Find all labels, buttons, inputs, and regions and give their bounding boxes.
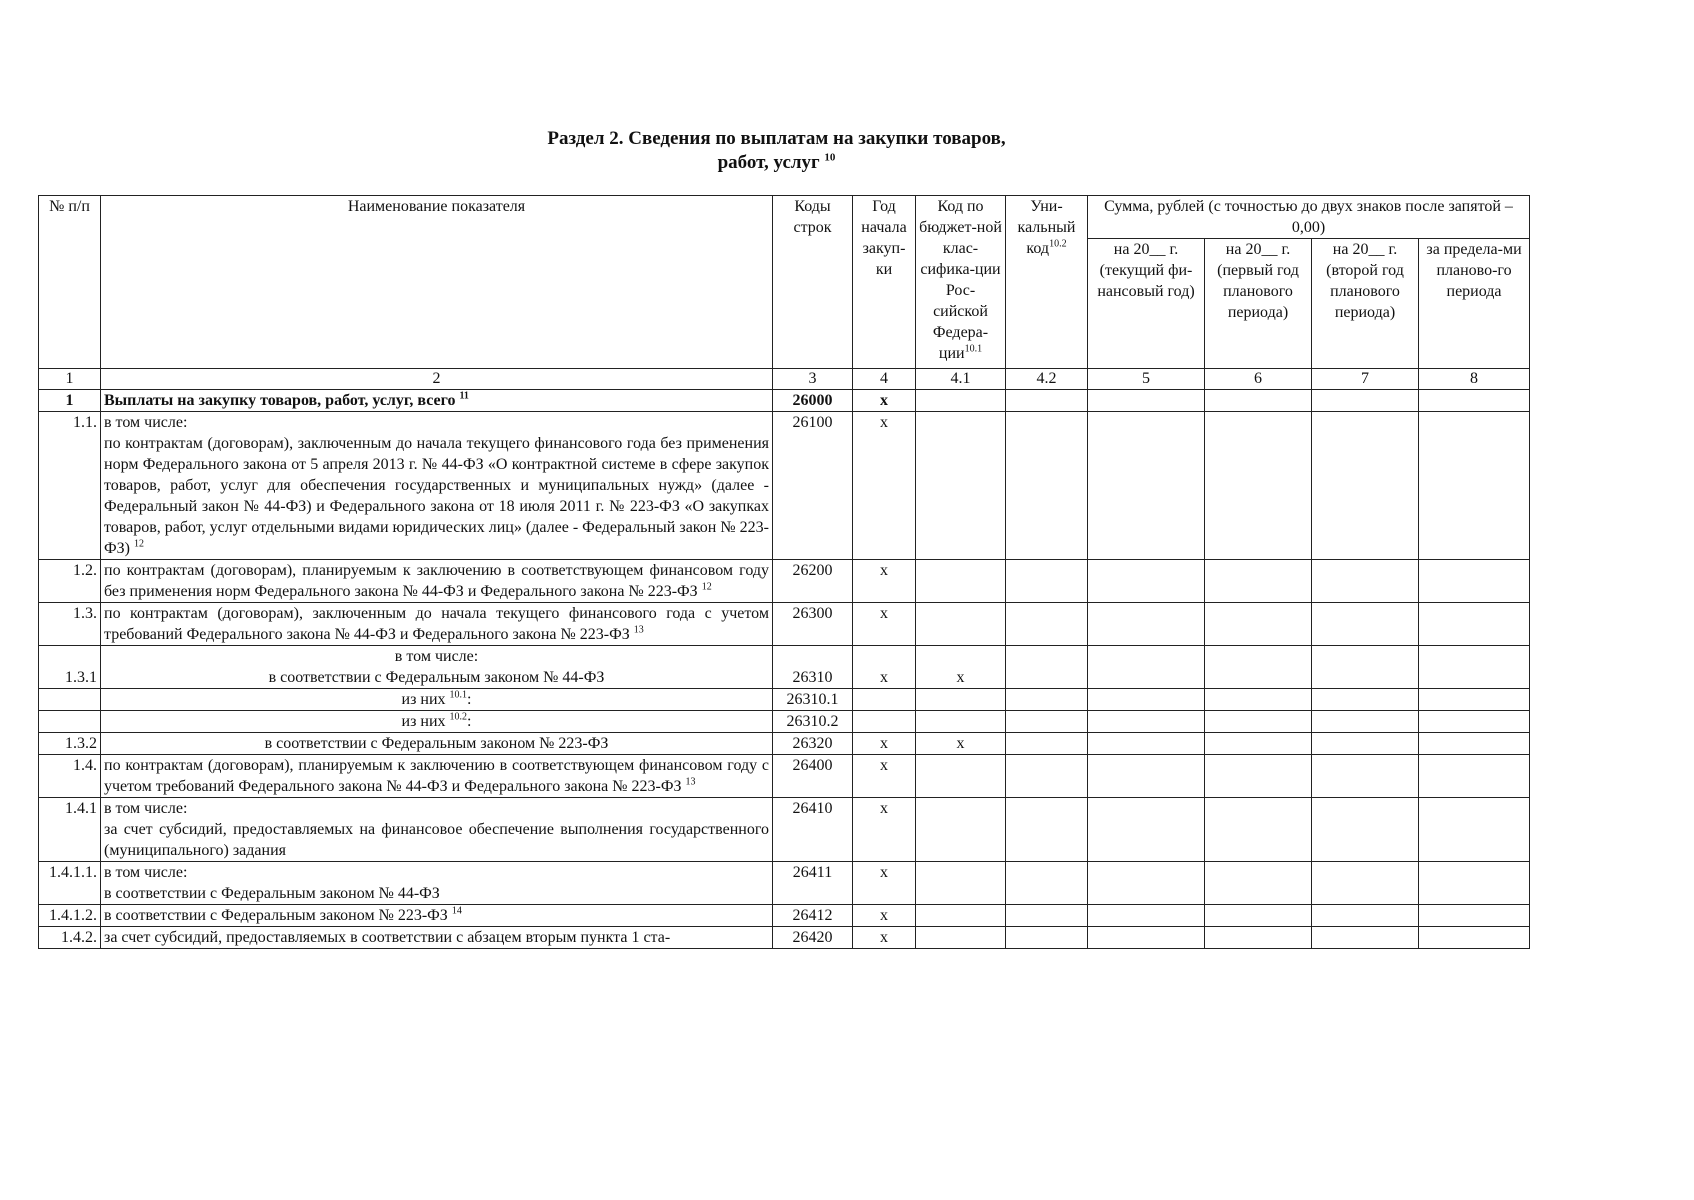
row-name [101, 755, 773, 798]
table-row [39, 755, 1530, 798]
column-index: 4 [853, 369, 916, 390]
row-name-text: в соответствии с Федеральным законом № 44-ФЗ [104, 885, 440, 902]
cell-unique [1006, 560, 1088, 603]
cell-sum [1088, 560, 1205, 603]
cell-sum [1312, 412, 1419, 560]
column-index: 1 [39, 369, 101, 390]
header-budget-code-text: Код по бюджет-ной клас-сифика-ции Рос-сийской Федера-ции [919, 198, 1002, 362]
cell-sum [1419, 798, 1530, 862]
footnote-ref: 12 [701, 581, 712, 593]
row-name [101, 603, 773, 646]
row-code: 26200 [773, 560, 853, 603]
row-code: 26310 [773, 646, 853, 689]
footnote-ref: 10 [824, 151, 836, 164]
row-code: 26400 [773, 755, 853, 798]
cell-sum [1088, 646, 1205, 689]
row-code: 26310.2 [773, 711, 853, 733]
footnote-ref: 10.1 [449, 689, 468, 701]
cell-sum [1312, 390, 1419, 412]
cell-sum [1419, 646, 1530, 689]
cell-sum [1205, 390, 1312, 412]
row-kbk [916, 560, 1006, 603]
column-index: 6 [1205, 369, 1312, 390]
cell-unique [1006, 862, 1088, 905]
cell-sum [1088, 905, 1205, 927]
row-number [39, 689, 101, 711]
row-number: 1.4.1.2. [39, 905, 101, 927]
cell-unique [1006, 755, 1088, 798]
row-code: 26300 [773, 603, 853, 646]
cell-sum [1088, 755, 1205, 798]
table-row [39, 733, 1530, 755]
header-code: Коды строк [773, 196, 853, 369]
row-kbk [916, 798, 1006, 862]
row-kbk [916, 689, 1006, 711]
footnote-ref: 12 [133, 538, 144, 550]
row-code: 26310.1 [773, 689, 853, 711]
row-kbk [916, 927, 1006, 949]
table-row [39, 862, 1530, 905]
row-kbk [916, 862, 1006, 905]
cell-sum [1312, 689, 1419, 711]
header-second-plan-year: на 20__ г. (второй год планового периода) [1312, 239, 1419, 369]
cell-sum [1419, 862, 1530, 905]
cell-sum [1312, 646, 1419, 689]
cell-unique [1006, 927, 1088, 949]
section-title-line1: Раздел 2. Сведения по выплатам на закупки товаров, [547, 128, 1006, 149]
cell-sum [1088, 862, 1205, 905]
row-name [101, 711, 773, 733]
cell-sum [1419, 755, 1530, 798]
cell-sum [1312, 603, 1419, 646]
cell-unique [1006, 711, 1088, 733]
row-name-lead: в том числе: [104, 864, 188, 881]
cell-sum [1205, 927, 1312, 949]
cell-unique [1006, 905, 1088, 927]
row-kbk: х [916, 733, 1006, 755]
row-year: х [853, 646, 916, 689]
row-name [101, 862, 773, 905]
column-index: 4.2 [1006, 369, 1088, 390]
row-name [101, 646, 773, 689]
table-row [39, 798, 1530, 862]
section-title-second [0, 151, 1553, 175]
column-index: 4.1 [916, 369, 1006, 390]
table-row [39, 560, 1530, 603]
row-name-text: Выплаты на закупку товаров, работ, услуг, всего [104, 392, 456, 409]
row-name-text: за счет субсидий, предоставляемых на финансовое обеспечение выполнения государственного (муниципального) задания [104, 821, 769, 859]
row-name-text: по контрактам (договорам), заключенным до начала текущего финансового года с учетом требований Федерального закона № 44-ФЗ и Федерального закона № 223-ФЗ [104, 605, 769, 643]
cell-unique [1006, 798, 1088, 862]
cell-unique [1006, 689, 1088, 711]
row-number: 1.4.1.1. [39, 862, 101, 905]
cell-unique [1006, 390, 1088, 412]
cell-sum [1312, 862, 1419, 905]
cell-sum [1088, 412, 1205, 560]
row-kbk [916, 905, 1006, 927]
cell-sum [1205, 862, 1312, 905]
row-code: 26420 [773, 927, 853, 949]
header-current-year: на 20__ г. (текущий фи-нансовый год) [1088, 239, 1205, 369]
row-name [101, 390, 773, 412]
row-year: х [853, 905, 916, 927]
cell-sum [1205, 733, 1312, 755]
table-row [39, 603, 1530, 646]
cell-sum [1419, 412, 1530, 560]
row-name-text: из них [401, 713, 446, 730]
cell-sum [1088, 927, 1205, 949]
cell-sum [1312, 927, 1419, 949]
header-budget-code [916, 196, 1006, 369]
row-name [101, 689, 773, 711]
table-row [39, 689, 1530, 711]
cell-sum [1419, 603, 1530, 646]
cell-sum [1419, 560, 1530, 603]
cell-unique [1006, 646, 1088, 689]
row-code: 26411 [773, 862, 853, 905]
column-index: 5 [1088, 369, 1205, 390]
cell-sum [1312, 711, 1419, 733]
cell-unique [1006, 733, 1088, 755]
row-number: 1.3.2 [39, 733, 101, 755]
row-code: 26320 [773, 733, 853, 755]
row-kbk [916, 711, 1006, 733]
row-kbk [916, 412, 1006, 560]
row-year [853, 689, 916, 711]
cell-sum [1419, 927, 1530, 949]
cell-sum [1205, 603, 1312, 646]
row-name-lead: в том числе: [104, 800, 188, 817]
header-beyond-plan: за предела-ми планово-го периода [1419, 239, 1530, 369]
table-row [39, 905, 1530, 927]
payments-table [38, 195, 1530, 949]
row-year: х [853, 412, 916, 560]
cell-sum [1419, 711, 1530, 733]
row-year: х [853, 798, 916, 862]
row-name [101, 412, 773, 560]
table-row [39, 927, 1530, 949]
row-kbk [916, 755, 1006, 798]
row-name-text: в соответствии с Федеральным законом № 223-ФЗ [104, 907, 448, 924]
row-code: 26000 [773, 390, 853, 412]
cell-sum [1205, 905, 1312, 927]
row-name [101, 560, 773, 603]
row-name-lead: в том числе: [104, 414, 188, 431]
cell-sum [1205, 560, 1312, 603]
row-number: 1.4.2. [39, 927, 101, 949]
row-number: 1.4. [39, 755, 101, 798]
cell-sum [1088, 603, 1205, 646]
table-row [39, 646, 1530, 689]
row-year [853, 711, 916, 733]
cell-sum [1419, 390, 1530, 412]
footnote-ref: 10.2 [449, 711, 468, 723]
header-sum: Сумма, рублей (с точностью до двух знаков после запятой – 0,00) [1088, 196, 1530, 239]
row-number: 1.3. [39, 603, 101, 646]
row-code: 26410 [773, 798, 853, 862]
header-first-plan-year: на 20__ г. (первый год планового периода) [1205, 239, 1312, 369]
row-name: за счет субсидий, предоставляемых в соответствии с абзацем вторым пункта 1 ста- [101, 927, 773, 949]
footnote-ref: 10.1 [964, 343, 983, 355]
row-kbk [916, 390, 1006, 412]
cell-sum [1419, 733, 1530, 755]
cell-sum [1312, 905, 1419, 927]
cell-sum [1419, 905, 1530, 927]
row-number [39, 711, 101, 733]
cell-sum [1205, 755, 1312, 798]
row-year: х [853, 390, 916, 412]
section-title-line2: работ, услуг [717, 152, 820, 173]
footnote-ref: 13 [633, 624, 644, 636]
cell-sum [1312, 733, 1419, 755]
table-row [39, 390, 1530, 412]
footnote-ref: 10.2 [1049, 238, 1067, 250]
row-name-tail: : [467, 691, 472, 708]
cell-sum [1312, 560, 1419, 603]
cell-sum [1088, 689, 1205, 711]
row-year: х [853, 927, 916, 949]
row-code: 26412 [773, 905, 853, 927]
row-number: 1.2. [39, 560, 101, 603]
row-name: в соответствии с Федеральным законом № 223-ФЗ [101, 733, 773, 755]
row-kbk: х [916, 646, 1006, 689]
row-year: х [853, 603, 916, 646]
row-name-text: по контрактам (договорам), планируемым к заключению в соответствующем финансовом году с учетом требований Федерального закона № 44-ФЗ и Федерального закона № 223-ФЗ [104, 757, 769, 795]
cell-sum [1205, 689, 1312, 711]
row-number: 1.1. [39, 412, 101, 560]
table-row [39, 412, 1530, 560]
header-unique-code-text: Уни-кальный код [1017, 198, 1076, 257]
row-year: х [853, 862, 916, 905]
row-name-text: из них [401, 691, 446, 708]
cell-sum [1088, 798, 1205, 862]
row-name [101, 798, 773, 862]
section-title [0, 127, 1553, 151]
row-kbk [916, 603, 1006, 646]
header-num: № п/п [39, 196, 101, 369]
cell-sum [1088, 711, 1205, 733]
cell-sum [1088, 390, 1205, 412]
row-year: х [853, 733, 916, 755]
column-index: 8 [1419, 369, 1530, 390]
cell-sum [1088, 733, 1205, 755]
column-index: 3 [773, 369, 853, 390]
cell-sum [1312, 755, 1419, 798]
footnote-ref: 11 [459, 390, 469, 402]
footnote-ref: 13 [685, 776, 696, 788]
cell-sum [1205, 646, 1312, 689]
row-name-lead: в том числе: [394, 648, 479, 665]
header-year: Год начала закуп-ки [853, 196, 916, 369]
row-name [101, 905, 773, 927]
row-year: х [853, 755, 916, 798]
row-name-text: по контрактам (договорам), заключенным до начала текущего финансового года без применения норм Федерального закона от 5 апреля 2013 г. № 44-ФЗ «О контрактной системе в сфере закупок товаров, работ, услуг для обеспечения государственных и муниципальных нужд» (далее - Федеральный закон № 44-ФЗ) и Федерального закона от 18 июля 2011 г. № 223-ФЗ «О закупках товаров, работ, услуг отдельными видами юридических лиц» (далее - Федеральный закон № 223-ФЗ) [104, 435, 769, 557]
header-unique-code [1006, 196, 1088, 369]
cell-unique [1006, 412, 1088, 560]
header-name: Наименование показателя [101, 196, 773, 369]
row-name-tail: : [467, 713, 472, 730]
row-name-text: в соответствии с Федеральным законом № 44-ФЗ [268, 669, 605, 686]
column-index: 7 [1312, 369, 1419, 390]
row-number: 1 [39, 390, 101, 412]
column-index-row [39, 369, 1530, 390]
column-index: 2 [101, 369, 773, 390]
cell-sum [1312, 798, 1419, 862]
cell-sum [1419, 689, 1530, 711]
row-year: х [853, 560, 916, 603]
cell-unique [1006, 603, 1088, 646]
row-number: 1.3.1 [39, 646, 101, 689]
row-number: 1.4.1 [39, 798, 101, 862]
cell-sum [1205, 798, 1312, 862]
footnote-ref: 14 [451, 905, 462, 917]
row-name-text: по контрактам (договорам), планируемым к заключению в соответствующем финансовом году без применения норм Федерального закона № 44-ФЗ и Федерального закона № 223-ФЗ [104, 562, 769, 600]
cell-sum [1205, 711, 1312, 733]
cell-sum [1205, 412, 1312, 560]
row-code: 26100 [773, 412, 853, 560]
table-row [39, 711, 1530, 733]
